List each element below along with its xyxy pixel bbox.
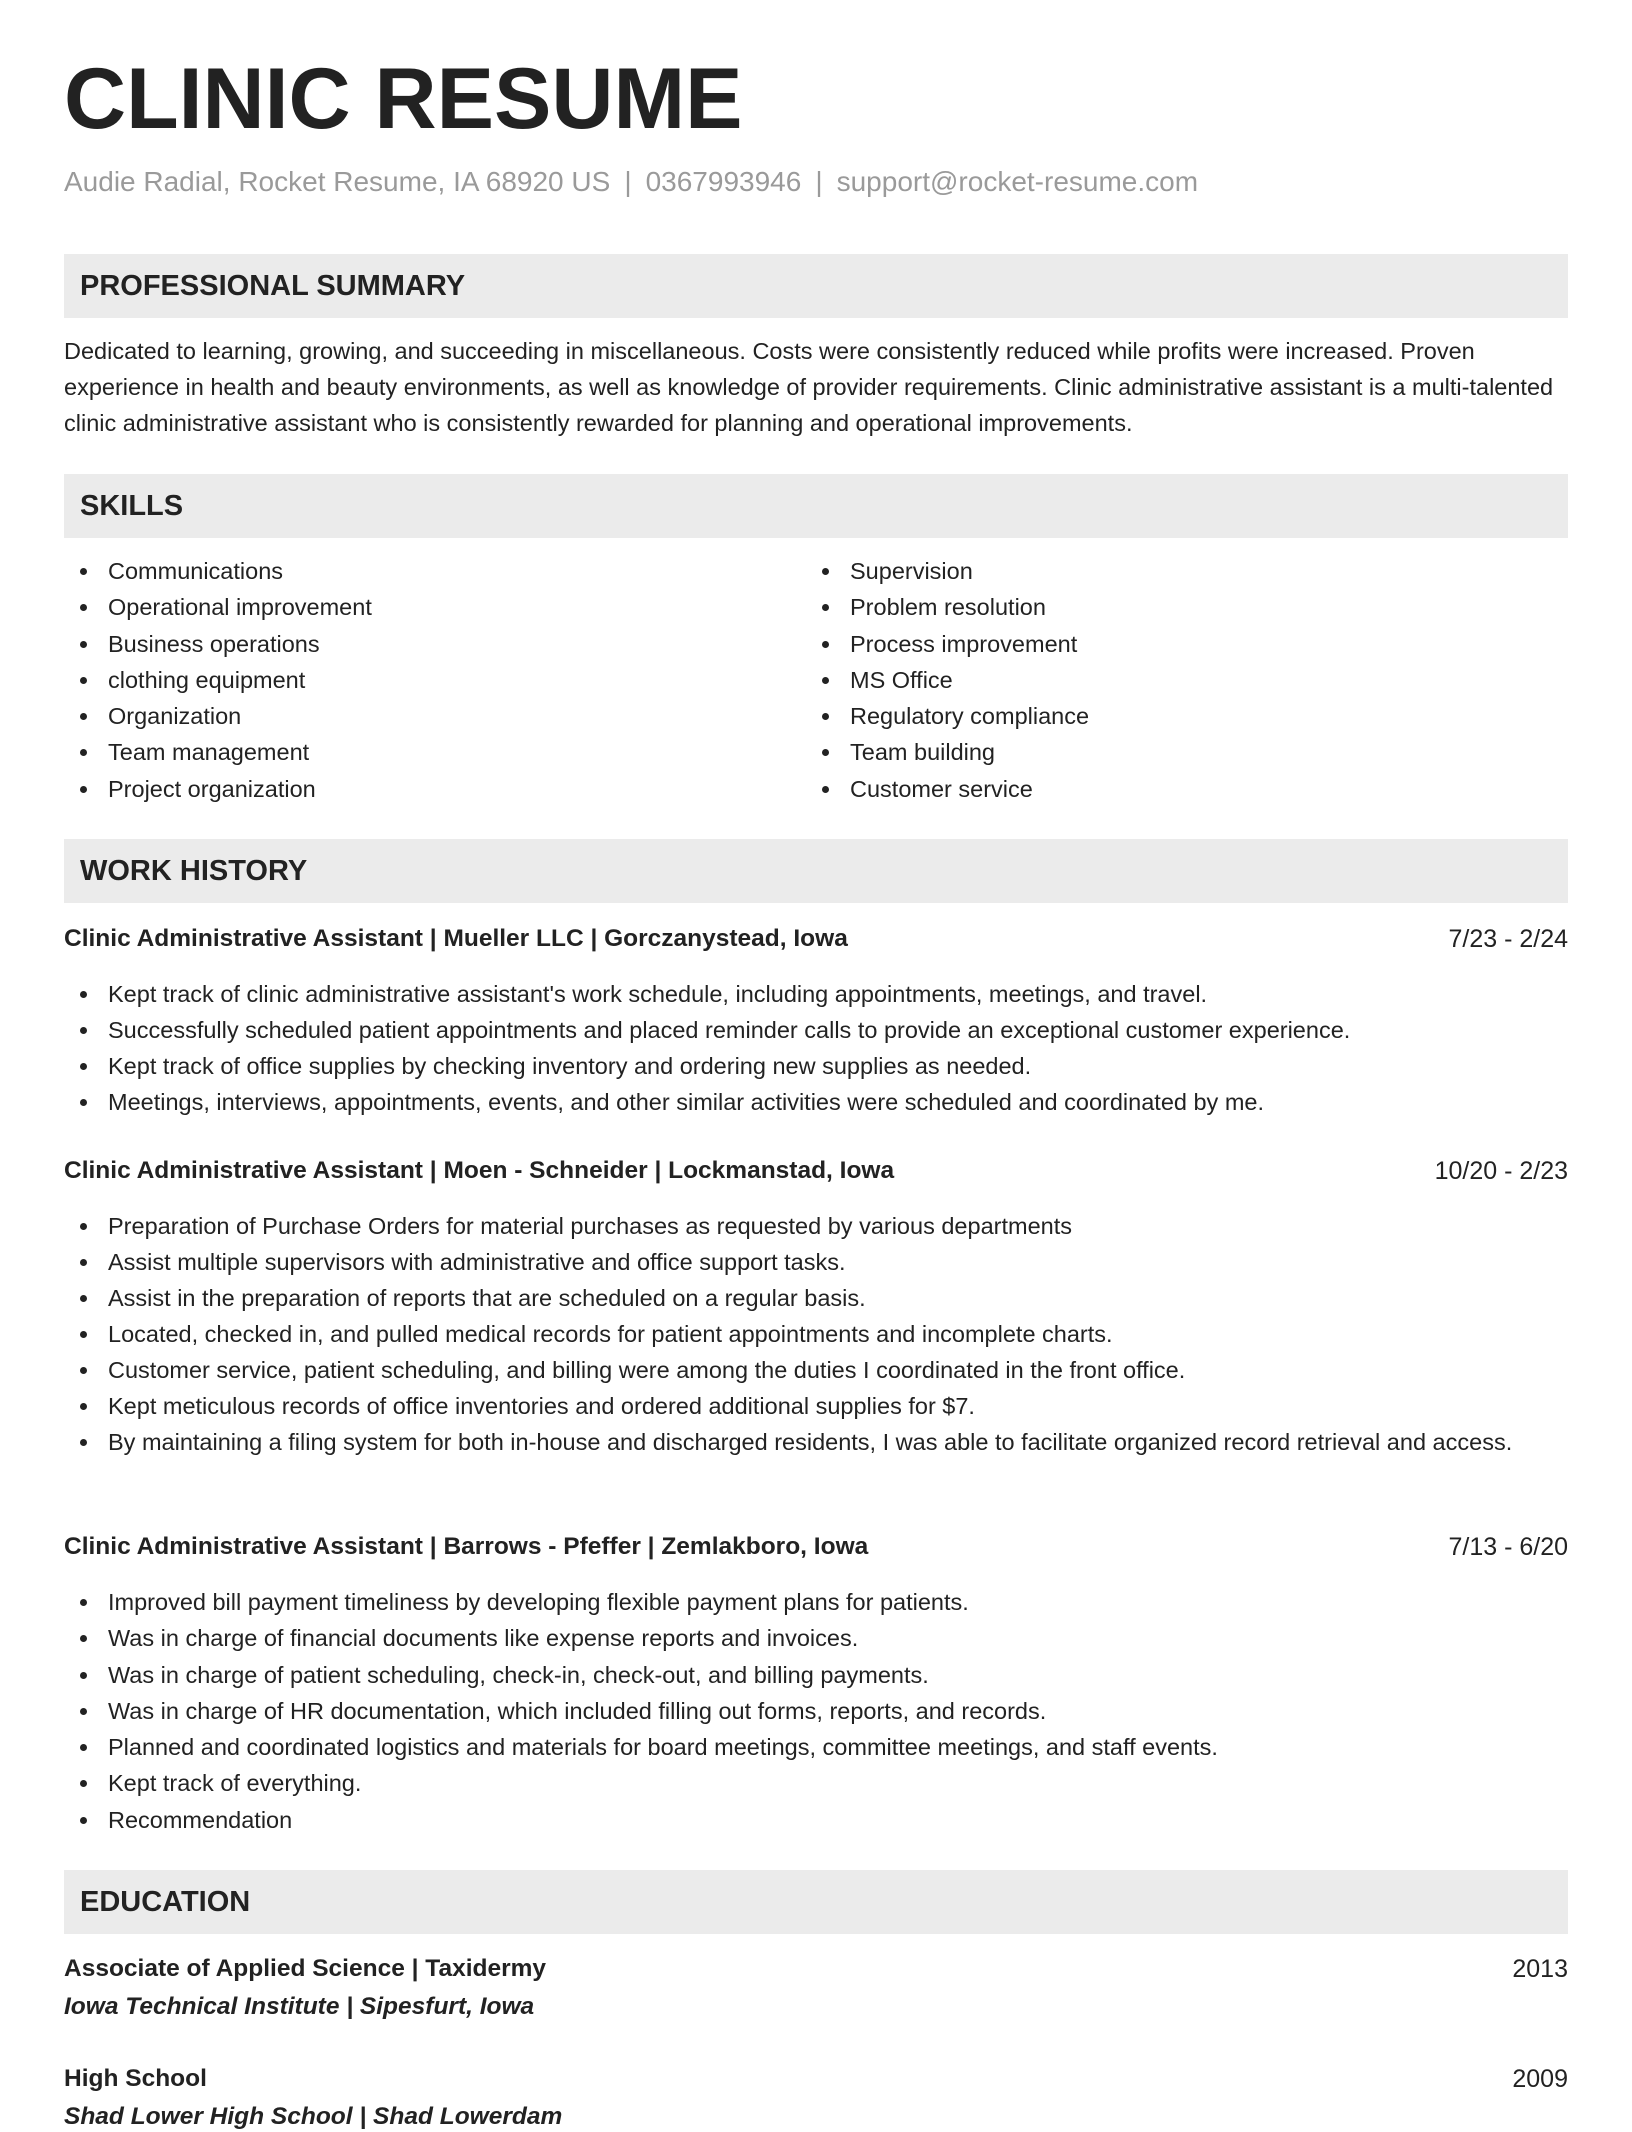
job-bullet: By maintaining a filing system for both in-house and discharged residents, I was able to facilitate organized record retrieval and access. <box>64 1424 1568 1460</box>
job-bullet: Improved bill payment timeliness by developing flexible payment plans for patients. <box>64 1584 1568 1620</box>
section-heading-education: EDUCATION <box>64 1870 1568 1934</box>
skill-item: Regulatory compliance <box>806 698 1568 734</box>
job-bullet: Successfully scheduled patient appointments and placed reminder calls to provide an exceptional customer experience. <box>64 1012 1568 1048</box>
job-bullet: Assist multiple supervisors with administrative and office support tasks. <box>64 1244 1568 1280</box>
job-bullets <box>64 976 1568 1120</box>
job-title: Clinic Administrative Assistant | Barrows - Pfeffer | Zemlakboro, Iowa <box>64 1533 869 1560</box>
skill-item: Operational improvement <box>64 589 804 625</box>
skill-item: Team management <box>64 734 804 770</box>
skill-item: Business operations <box>64 626 804 662</box>
skill-item: Process improvement <box>806 626 1568 662</box>
contact-separator: | <box>624 166 632 197</box>
job-bullet: Kept track of clinic administrative assistant's work schedule, including appointments, meetings, and travel. <box>64 976 1568 1012</box>
education-school: Shad Lower High School | Shad Lowerdam <box>64 2103 563 2130</box>
contact-line <box>64 168 1198 196</box>
job-bullet: Kept track of everything. <box>64 1765 1568 1801</box>
education-degree: Associate of Applied Science | Taxidermy <box>64 1955 547 1982</box>
skill-item: Project organization <box>64 771 804 807</box>
job-bullet: Was in charge of financial documents like expense reports and invoices. <box>64 1620 1568 1656</box>
skills-list-left <box>64 553 804 807</box>
contact-address: Audie Radial, Rocket Resume, IA 68920 US <box>64 166 611 197</box>
contact-phone: 0367993946 <box>645 166 802 197</box>
job-title: Clinic Administrative Assistant | Mueller LLC | Gorczanystead, Iowa <box>64 925 848 952</box>
job-bullet: Located, checked in, and pulled medical records for patient appointments and incomplete charts. <box>64 1316 1568 1352</box>
job-bullet: Was in charge of HR documentation, which included filling out forms, reports, and records. <box>64 1693 1568 1729</box>
job-dates: 10/20 - 2/23 <box>1434 1157 1568 1185</box>
job-dates: 7/23 - 2/24 <box>1448 925 1568 953</box>
job-bullet: Assist in the preparation of reports that are scheduled on a regular basis. <box>64 1280 1568 1316</box>
skill-item: Communications <box>64 553 804 589</box>
job-bullet: Kept meticulous records of office inventories and ordered additional supplies for $7. <box>64 1388 1568 1424</box>
resume-title: CLINIC RESUME <box>64 51 743 147</box>
job-title: Clinic Administrative Assistant | Moen - Schneider | Lockmanstad, Iowa <box>64 1157 895 1184</box>
education-year: 2009 <box>1512 2065 1568 2093</box>
skill-item: Customer service <box>806 771 1568 807</box>
skill-item: clothing equipment <box>64 662 804 698</box>
job-bullet: Customer service, patient scheduling, and billing were among the duties I coordinated in the front office. <box>64 1352 1568 1388</box>
skill-item: Organization <box>64 698 804 734</box>
education-school: Iowa Technical Institute | Sipesfurt, Iowa <box>64 1993 535 2020</box>
contact-email: support@rocket-resume.com <box>836 166 1199 197</box>
skill-item: Team building <box>806 734 1568 770</box>
job-bullet: Preparation of Purchase Orders for material purchases as requested by various departments <box>64 1208 1568 1244</box>
skill-item: Problem resolution <box>806 589 1568 625</box>
section-heading-work-history: WORK HISTORY <box>64 839 1568 903</box>
job-bullets <box>64 1584 1568 1838</box>
job-bullet: Was in charge of patient scheduling, check-in, check-out, and billing payments. <box>64 1657 1568 1693</box>
job-bullets <box>64 1208 1568 1460</box>
skill-item: Supervision <box>806 553 1568 589</box>
job-bullet: Kept track of office supplies by checking inventory and ordering new supplies as needed. <box>64 1048 1568 1084</box>
skill-item: MS Office <box>806 662 1568 698</box>
job-bullet: Meetings, interviews, appointments, events, and other similar activities were scheduled and coordinated by me. <box>64 1084 1568 1120</box>
job-bullet: Recommendation <box>64 1802 1568 1838</box>
job-bullet: Planned and coordinated logistics and materials for board meetings, committee meetings, and staff events. <box>64 1729 1568 1765</box>
summary-text: Dedicated to learning, growing, and succeeding in miscellaneous. Costs were consistently reduced while profits were increased. Proven experience in health and beauty environments, as well as knowledge of provider requirements. Clinic administrative assistant is a multi-talented clinic administrative assistant who is consistently rewarded for planning and operational improvements. <box>64 338 1554 436</box>
job-dates: 7/13 - 6/20 <box>1448 1533 1568 1561</box>
contact-separator: | <box>815 166 823 197</box>
education-year: 2013 <box>1512 1955 1568 1983</box>
education-degree: High School <box>64 2065 207 2092</box>
section-heading-summary: PROFESSIONAL SUMMARY <box>64 254 1568 318</box>
skills-list-right <box>806 553 1568 807</box>
section-heading-skills: SKILLS <box>64 474 1568 538</box>
